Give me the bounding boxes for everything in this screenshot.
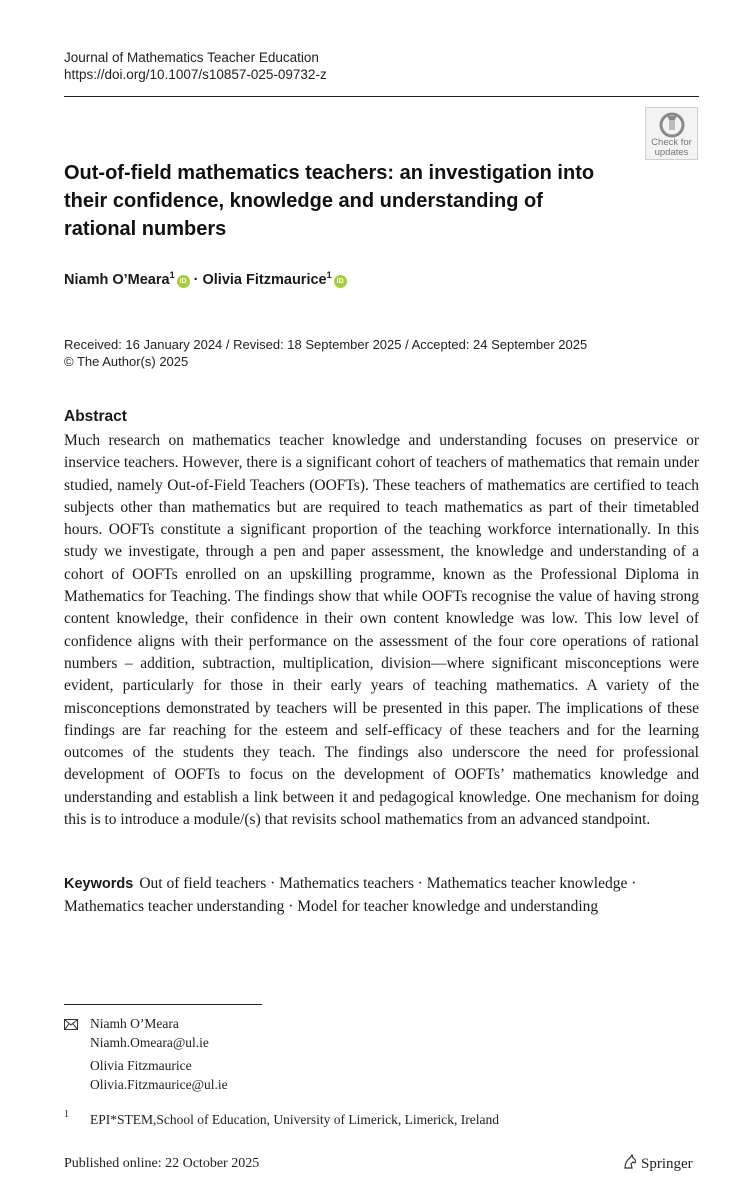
orcid-icon[interactable]: iD [177, 275, 190, 288]
footnote-rule [64, 1004, 262, 1005]
published-date: Published online: 22 October 2025 [64, 1156, 260, 1171]
author-list [64, 270, 347, 288]
author-affiliation: 1 [326, 270, 332, 280]
badge-line2: updates [654, 147, 689, 158]
abstract-text: Much research on mathematics teacher knowledge and understanding focuses on preservice or inservice teachers. However, there is a significant cohort of teachers of mathematics that remain under studied, namely Out-of-Field Teachers (OOFTs). These teachers of mathematics are certified to teach subjects other than mathematics but are required to teach mathematics as part of their timetabled hours. OOFTs constitute a significant proportion of the teaching workforce internationally. In this study we investigate, through a pen and paper assessment, the knowledge and understanding of a cohort of OOFTs enrolled on an upskilling programme, known as the Professional Diploma in Mathematics for Teaching. The findings show that while OOFTs recognise the value of having strong content knowledge, their confidence in their own content knowledge was low. This low level of confidence aligns with their performance on the assessment of the four core operations of rational numbers – addition, subtraction, multiplication, division—where significant misconceptions were evident, particularly for those in their early years of teaching mathematics. A variety of the misconceptions demonstrated by teachers will be presented in this paper. The implications of these findings are far reaching for the esteem and self-efficacy of these teachers and for the learning outcomes of the students they teach. The findings also underscore the need for professional development of OOFTs to focus on the development of OOFTs’ mathematics knowledge and understanding and establish a link between it and pedagogical knowledge. One mechanism for doing this is to introduce a module/(s) that revisits school mathematics from an advanced standpoint. [64, 432, 699, 829]
contact-author-2 [90, 1056, 228, 1094]
keywords-label: Keywords [64, 876, 134, 892]
header-rule [64, 96, 699, 97]
author-affiliation: 1 [169, 270, 175, 280]
article-title: Out-of-field mathematics teachers: an investigation into their confidence, knowledge and understanding of rational numbers [64, 162, 595, 240]
author-separator: · [193, 271, 199, 288]
orcid-icon[interactable]: iD [334, 275, 347, 288]
keywords [64, 873, 704, 918]
affiliation-number: 1 [64, 1109, 69, 1120]
abstract-heading: Abstract [64, 408, 127, 425]
affiliation: EPI*STEM,School of Education, University of Limerick, Limerick, Ireland [90, 1112, 500, 1127]
history-dates: Received: 16 January 2024 / Revised: 18 September 2025 / Accepted: 24 September 2025 [64, 337, 588, 352]
journal-header [64, 49, 327, 83]
article-dates [64, 336, 587, 370]
contact-name: Olivia Fitzmaurice [90, 1058, 192, 1073]
envelope-icon [64, 1019, 78, 1030]
contact-name: Niamh O’Meara [90, 1016, 179, 1031]
journal-name: Journal of Mathematics Teacher Education [64, 50, 319, 65]
check-for-updates-icon [659, 112, 685, 138]
author-name[interactable]: Olivia Fitzmaurice [202, 271, 327, 288]
doi-link[interactable]: https://doi.org/10.1007/s10857-025-09732-z [64, 67, 327, 82]
copyright: © The Author(s) 2025 [64, 354, 189, 369]
publisher-logo [622, 1154, 693, 1173]
author-name[interactable]: Niamh O’Meara [64, 271, 170, 288]
check-for-updates-badge[interactable] [645, 107, 698, 160]
contact-email[interactable]: Olivia.Fitzmaurice@ul.ie [90, 1077, 228, 1092]
badge-line1: Check for [651, 137, 692, 148]
keywords-text: Out of field teachers · Mathematics teachers · Mathematics teacher knowledge · Mathematics teacher understanding · Model for teacher knowledge and understanding [64, 875, 637, 915]
publisher-name: Springer [641, 1156, 693, 1172]
contact-email[interactable]: Niamh.Omeara@ul.ie [90, 1035, 209, 1050]
contact-author-1 [90, 1014, 209, 1052]
springer-horse-icon [622, 1154, 638, 1170]
